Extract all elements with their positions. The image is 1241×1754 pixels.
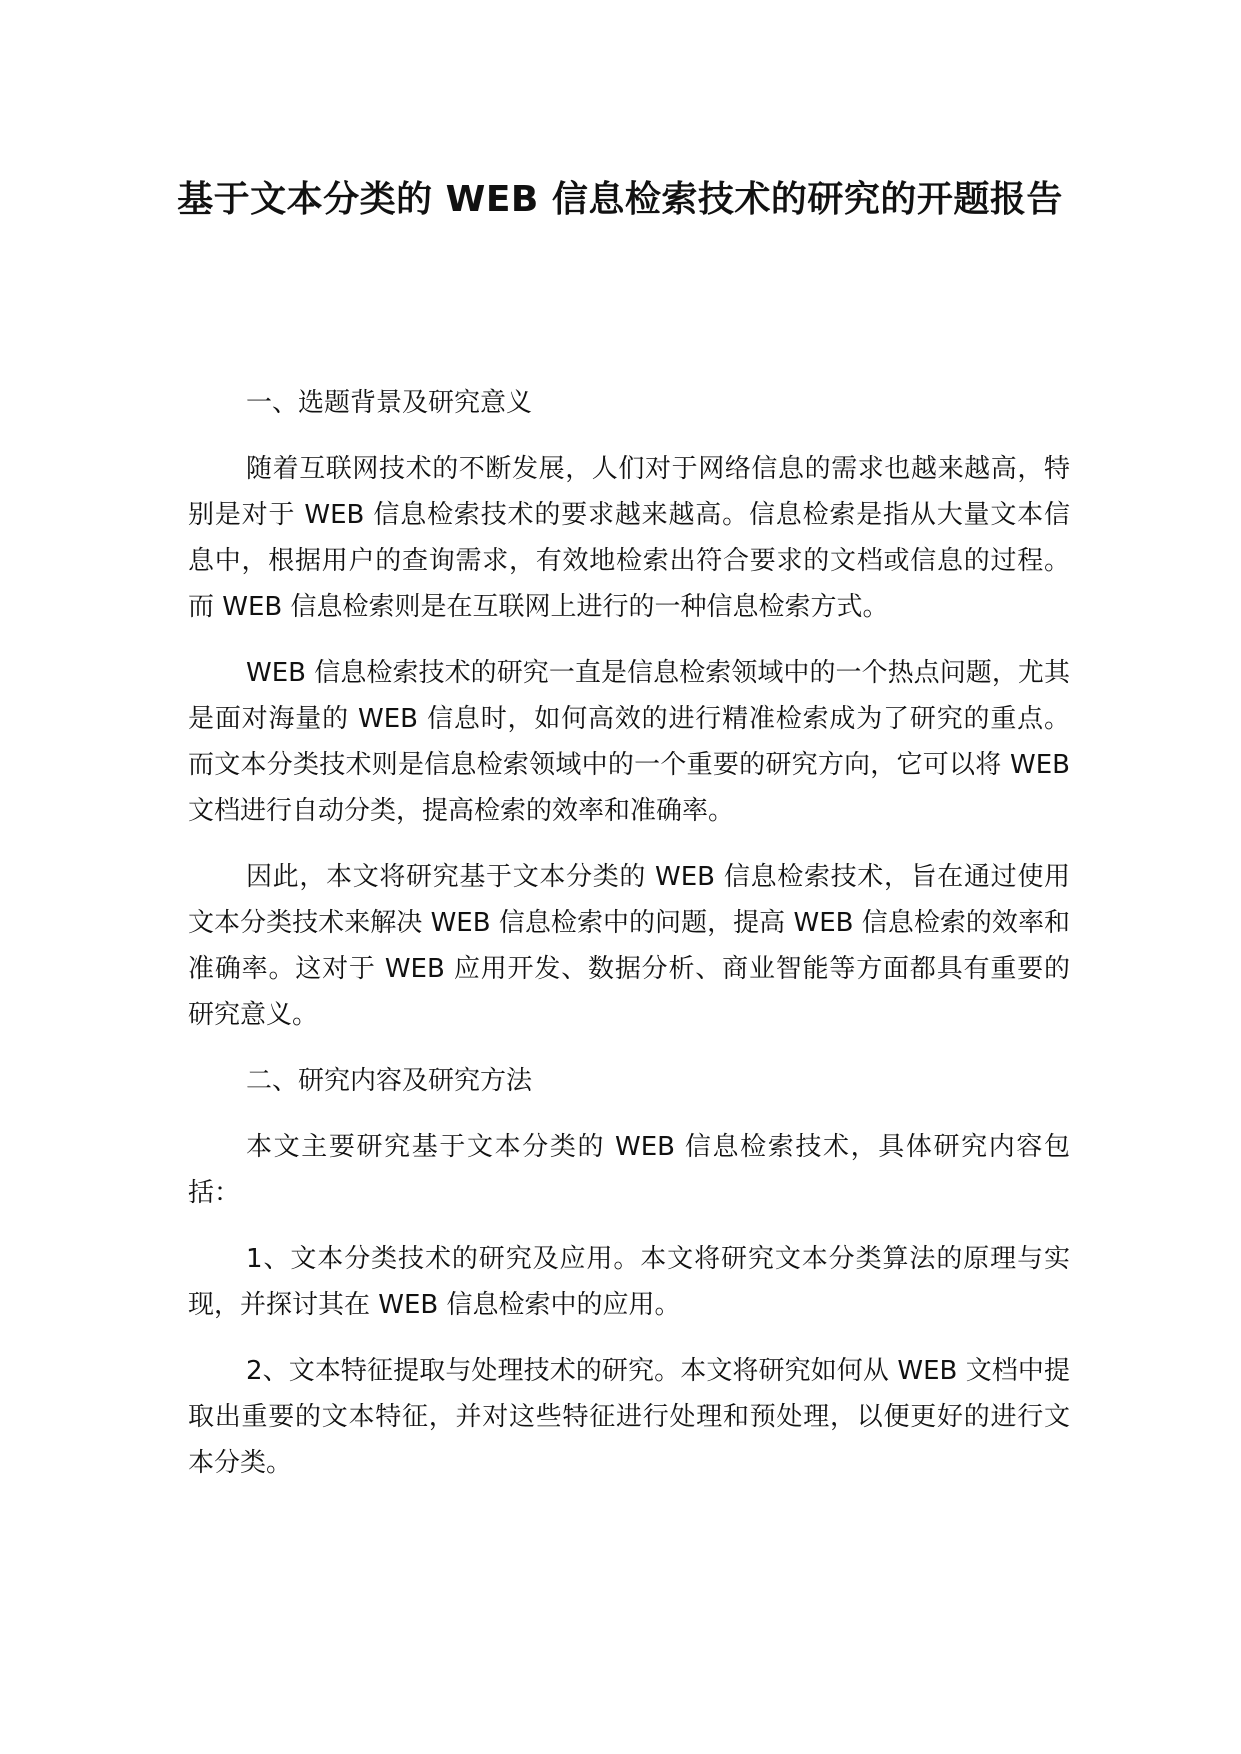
section-heading-background: 一、选题背景及研究意义 <box>246 388 533 418</box>
list-item-2: 2、文本特征提取与处理技术的研究。本文将研究如何从 WEB 文档中提取出重要的文本特征，并对这些特征进行处理和预处理，以便更好的进行文本分类。 <box>188 1356 1070 1478</box>
paragraph-significance: 因此，本文将研究基于文本分类的 WEB 信息检索技术，旨在通过使用文本分类技术来解决 WEB 信息检索中的问题，提高 WEB 信息检索的效率和准确率。这对于 WEB 应用开发、数据分析、商业智能等方面都具有重要的研究意义。 <box>188 862 1070 1030</box>
document-body <box>188 380 1070 1506</box>
section-heading-content-methods: 二、研究内容及研究方法 <box>246 1066 533 1096</box>
paragraph-background-2: WEB 信息检索技术的研究一直是信息检索领域中的一个热点问题，尤其是面对海量的 WEB 信息时，如何高效的进行精准检索成为了研究的重点。而文本分类技术则是信息检索领域中的一个重要的研究方向，它可以将 WEB 文档进行自动分类，提高检索的效率和准确率。 <box>188 658 1070 826</box>
paragraph-content-intro: 本文主要研究基于文本分类的 WEB 信息检索技术，具体研究内容包括： <box>188 1132 1070 1208</box>
list-item-1: 1、文本分类技术的研究及应用。本文将研究文本分类算法的原理与实现，并探讨其在 WEB 信息检索中的应用。 <box>188 1244 1070 1320</box>
paragraph-background-1: 随着互联网技术的不断发展，人们对于网络信息的需求也越来越高，特别是对于 WEB 信息检索技术的要求越来越高。信息检索是指从大量文本信息中，根据用户的查询需求，有效地检索出符合要求的文档或信息的过程。而 WEB 信息检索则是在互联网上进行的一种信息检索方式。 <box>188 454 1070 622</box>
document-title: 基于文本分类的 WEB 信息检索技术的研究的开题报告 <box>177 179 1063 220</box>
